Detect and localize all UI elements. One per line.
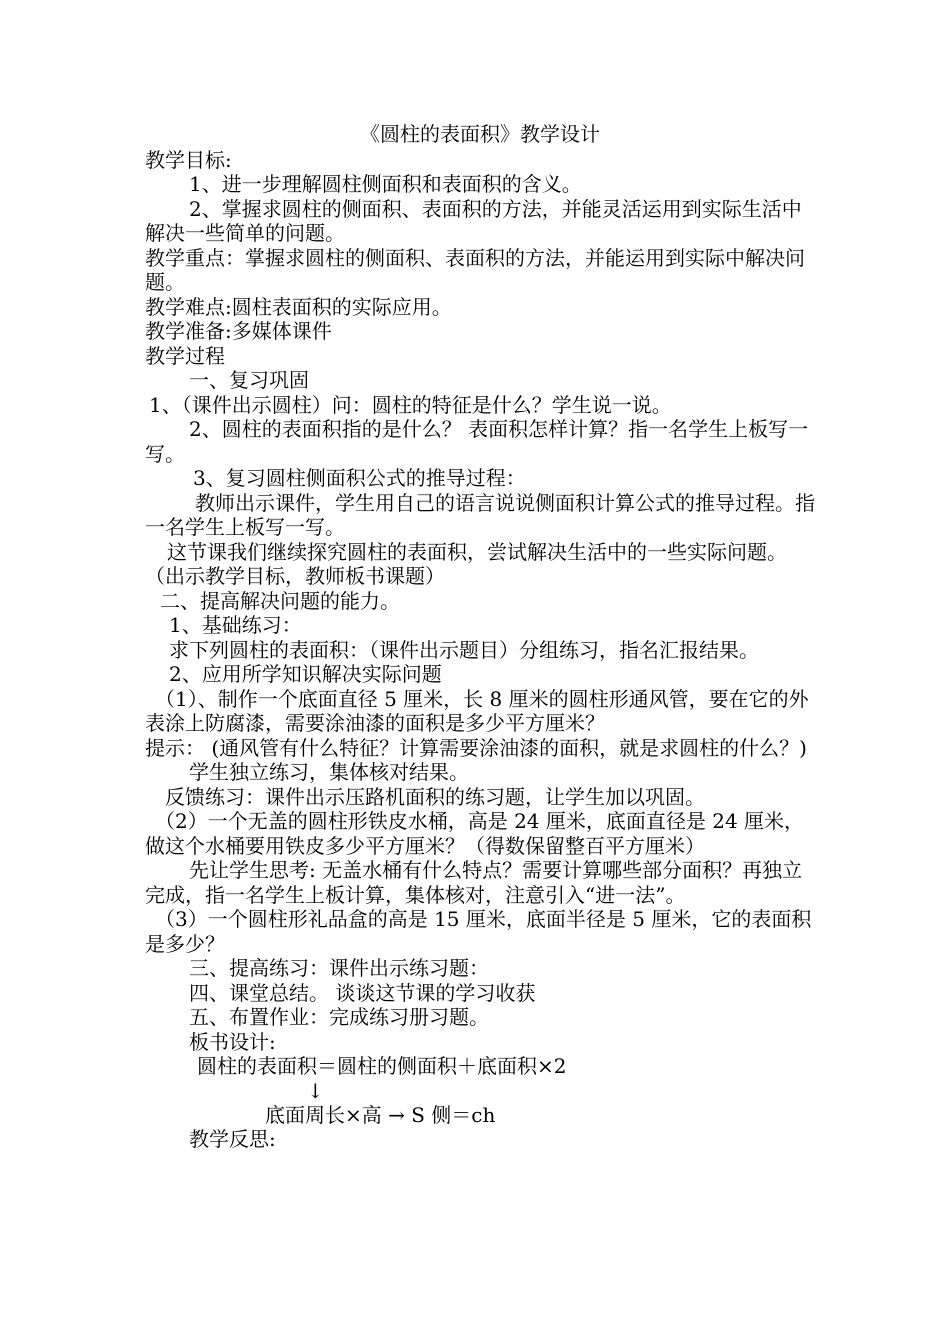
objective-item: 1、进一步理解圆柱侧面积和表面积的含义。 [189,172,582,196]
problem-1-hint: 提示： (通风管有什么特征？计算需要涂油漆的面积，就是求圆柱的什么？) [145,735,807,760]
board-design-heading: 板书设计: [189,1029,276,1054]
review-question-1: 1、（课件出示圆柱）问：圆柱的特征是什么？学生说一说。 [149,392,672,417]
objectives-heading: 教学目标: [145,147,232,172]
problem-1: （1）、制作一个底面直径 5 厘米，长 8 厘米的圆柱形通风管，要在它的外表涂上防腐漆，需要涂油漆的面积是多少平方厘米？ [145,686,809,735]
homework-heading: 五、布置作业：完成练习册习题。 [189,1005,489,1029]
review-heading: 一、复习巩固 [189,368,309,392]
process-heading: 教学过程 [145,343,225,368]
document-body [145,122,815,1152]
application-heading: 2、应用所学知识解决实际问题 [169,662,442,686]
feedback-practice: 反馈练习：课件出示压路机面积的练习题，让学生加以巩固。 [165,784,705,809]
review-question-2: 2、圆柱的表面积指的是什么？ 表面积怎样计算？指一名学生上板写一写。 [145,417,809,466]
difficulty: 教学难点:圆柱表面积的实际应用。 [145,294,452,319]
review-question-3-detail: 教师出示课件，学生用自己的语言说说侧面积计算公式的推导过程。指一名学生上板写一写。 [145,490,815,539]
preparation: 教学准备:多媒体课件 [145,319,332,343]
reflection-heading: 教学反思: [189,1127,276,1151]
problem-2: （2）一个无盖的圆柱形铁皮水桶，高是 24 厘米，底面直径是 24 厘米，做这个水桶要用铁皮多少平方厘米？（得数保留整百平方厘米） [145,809,805,858]
improve-heading: 二、提高解决问题的能力。 [160,588,400,613]
problem-3: （3）一个圆柱形礼品盒的高是 15 厘米，底面半径是 5 厘米，它的表面积是多少？ [145,907,812,956]
lesson-intro: 这节课我们继续探究圆柱的表面积，尝试解决生活中的一些实际问题。（出示教学目标，教师板书课题） [145,539,787,588]
basic-practice-text: 求下列圆柱的表面积：（课件出示题目）分组练习，指名汇报结果。 [169,637,759,662]
board-formula-main: 圆柱的表面积＝圆柱的侧面积＋底面积×2 [197,1054,567,1078]
down-arrow-icon: ↓ [307,1078,324,1103]
problem-2-guide: 先让学生思考: 无盖水桶有什么特点？需要计算哪些部分面积？再独立完成，指一名学生上板计算，集体核对，注意引入“进一法”。 [145,858,803,907]
key-point: 教学重点：掌握求圆柱的侧面积、表面积的方法，并能运用到实际中解决问题。 [145,245,805,294]
summary-heading: 四、课堂总结。 谈谈这节课的学习收获 [189,980,536,1005]
practice-heading: 三、提高练习：课件出示练习题： [189,956,489,980]
review-question-3: 3、复习圆柱侧面积公式的推导过程： [193,466,526,490]
document-title: 《圆柱的表面积》教学设计 [360,122,600,146]
self-practice: 学生独立练习，集体核对结果。 [189,760,469,784]
board-formula-side: 底面周长×高 → S 侧＝ch [265,1102,496,1127]
basic-practice-heading: 1、基础练习： [169,613,302,637]
objective-item: 2、掌握求圆柱的侧面积、表面积的方法，并能灵活运用到实际生活中解决一些简单的问题。 [145,196,802,245]
